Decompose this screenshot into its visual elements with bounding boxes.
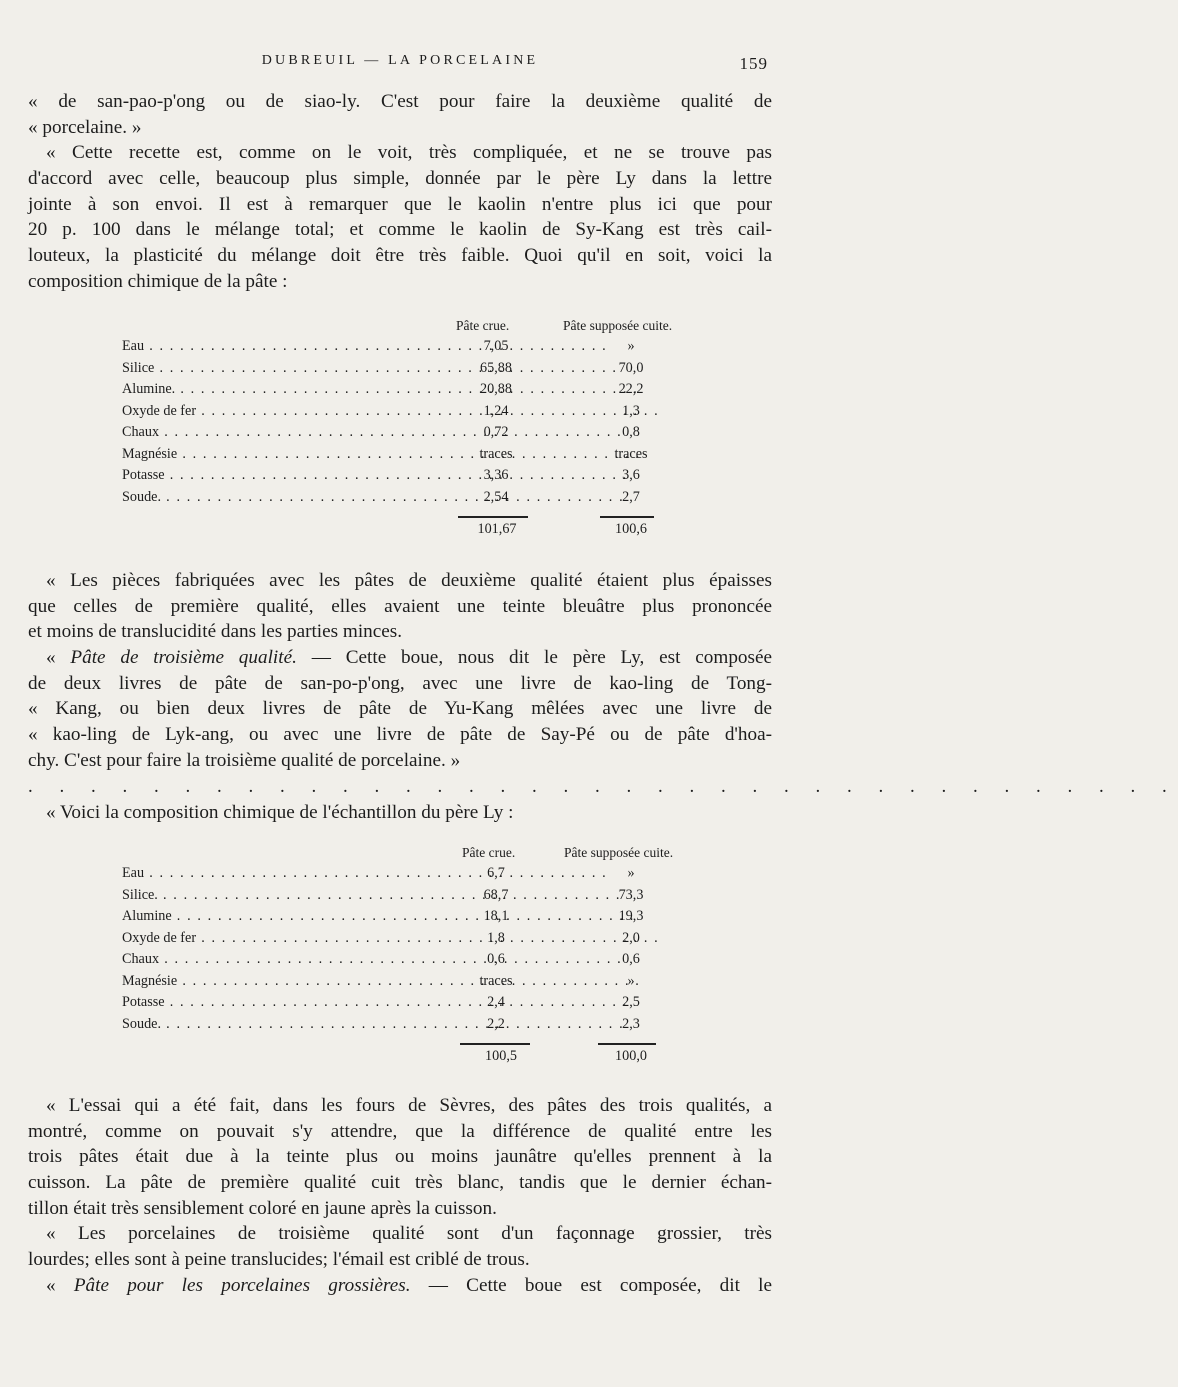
raw-value: 1,24 — [483, 402, 509, 419]
component-name: Magnésie . . . — [122, 446, 444, 463]
raw-value: 68,7 — [483, 886, 509, 903]
component-name: Eau . . . — [122, 338, 444, 355]
component-name: Chaux . . . — [122, 424, 444, 441]
raw-value: 3,36 — [483, 467, 509, 483]
fired-value: 22,2 — [618, 381, 644, 397]
composition-table-2 — [122, 845, 712, 1068]
raw-value: traces — [479, 972, 513, 989]
raw-value: 2,2 — [487, 1015, 505, 1032]
table-row — [122, 930, 712, 952]
quote-mark: « — [46, 1274, 74, 1296]
table-row — [122, 338, 712, 360]
text-line: « L'essai qui a été fait, dans les fours de Sèvres, des pâtes des trois qualités, a — [46, 1095, 772, 1116]
raw-value: 7,05 — [483, 338, 509, 354]
ellipsis-separator: . . . . . . . . . . . . . . . . . . . . . . . . . . . . . . . . . . . . . — [28, 775, 1178, 797]
page-number: 159 — [739, 54, 768, 73]
text-fragment: — Cette boue, nous dit le père Ly, est composée — [296, 647, 773, 669]
fired-value: 0,8 — [622, 424, 640, 440]
component-name: Magnésie . . . — [122, 973, 444, 990]
text-line: « de san-pao-p'ong ou de siao-ly. C'est pour faire la deuxième qualité de — [28, 91, 772, 112]
table-header — [122, 318, 712, 338]
column-header-fired: Pâte supposée cuite. — [564, 845, 674, 860]
fired-value: » — [627, 865, 635, 881]
sum-rule — [600, 516, 654, 518]
raw-value: 0,6 — [487, 951, 505, 967]
component-name: Silice . . . — [122, 360, 444, 377]
quote-mark: « — [46, 647, 71, 669]
fired-value: traces — [614, 445, 648, 462]
fired-value: 0,6 — [622, 951, 640, 967]
text-line: « Voici la composition chimique de l'échantillon du père Ly : — [46, 801, 514, 823]
table-row — [122, 446, 712, 468]
table-row — [122, 887, 712, 909]
table-row — [122, 381, 712, 403]
column-header-raw: Pâte crue. — [456, 318, 510, 333]
raw-value: 0,72 — [483, 424, 509, 440]
component-name: Oxyde de fer . . . — [122, 403, 444, 420]
text-line — [28, 1273, 772, 1299]
fired-value: 73,3 — [618, 886, 644, 903]
fired-value: 2,7 — [622, 488, 640, 505]
text-line: tillon était très sensiblement coloré en jaune après la cuisson. — [28, 1197, 497, 1219]
text-line: jointe à son envoi. Il est à remarquer que le kaolin n'entre plus ici que pour — [28, 193, 772, 215]
table-row — [122, 865, 712, 887]
table-row — [122, 489, 712, 511]
table-rows — [122, 338, 712, 510]
fired-value: 3,6 — [622, 467, 640, 483]
table-row — [122, 908, 712, 930]
sum-rule — [460, 1043, 530, 1045]
paragraph-block-2 — [28, 568, 1178, 825]
text-fragment: — Cette boue est composée, dit le — [410, 1274, 772, 1296]
composition-table-1 — [122, 318, 712, 541]
component-name: Eau . . . — [122, 865, 444, 882]
component-name: Soude. . . . — [122, 1016, 444, 1033]
raw-value: traces — [479, 445, 513, 462]
text-line: « Les pièces fabriquées avec les pâtes de deuxième qualité étaient plus épaisses — [46, 570, 772, 591]
text-line: chy. C'est pour faire la troisième qualité de porcelaine. » — [28, 749, 461, 771]
component-name: Potasse . . . — [122, 994, 444, 1011]
text-line: trois pâtes était due à la teinte plus ou moins jaunâtre qu'elles prennent à la — [28, 1146, 772, 1168]
text-line: composition chimique de la pâte : — [28, 270, 288, 292]
fired-value: 70,0 — [618, 359, 644, 376]
table-row — [122, 360, 712, 382]
table-rows — [122, 865, 712, 1037]
text-line: de deux livres de pâte de san-po-p'ong, avec une livre de kao-ling de Tong- — [28, 672, 772, 694]
total-fired: 100,6 — [615, 521, 647, 537]
component-name: Silice. . . . — [122, 887, 444, 904]
raw-value: 20,88 — [480, 381, 512, 397]
section-title: Pâte pour les porcelaines grossières. — [73, 1274, 411, 1296]
table-header — [122, 845, 712, 865]
text-line: et moins de translucidité dans les parties minces. — [28, 621, 403, 643]
component-name: Soude. . . . — [122, 489, 444, 506]
totals-row — [122, 1046, 712, 1068]
component-name: Alumine . . . — [122, 908, 444, 925]
raw-value: 2,54 — [483, 488, 509, 505]
raw-value: 18,1 — [483, 908, 509, 924]
component-name: Alumine. . . . — [122, 381, 444, 398]
fired-value: 19,3 — [618, 908, 644, 924]
text-line: louteux, la plasticité du mélange doit être très faible. Quoi qu'il en soit, voici la — [28, 245, 772, 267]
column-header-fired: Pâte supposée cuite. — [563, 318, 673, 333]
fired-value: 1,3 — [622, 402, 640, 419]
table-row — [122, 994, 712, 1016]
fired-value: » — [627, 338, 635, 354]
text-line — [28, 645, 772, 671]
component-name: Potasse . . . — [122, 467, 444, 484]
component-name: Oxyde de fer . . . — [122, 930, 444, 947]
fired-value: 2,0 — [622, 929, 640, 946]
paragraph-block-4 — [28, 1093, 772, 1299]
table-row — [122, 424, 712, 446]
raw-value: 2,4 — [487, 994, 505, 1010]
text-line: « kao-ling de Lyk-ang, ou avec une livre de pâte de Say-Pé ou de pâte d'hoa- — [28, 724, 772, 746]
text-line: « porcelaine. » — [28, 116, 142, 138]
table-row — [122, 1016, 712, 1038]
running-head: DUBREUIL — LA PORCELAINE — [261, 53, 539, 68]
raw-value: 1,8 — [487, 929, 505, 946]
text-line: montré, comme on pouvait s'y attendre, que la différence de qualité entre les — [28, 1120, 772, 1142]
text-line: lourdes; elles sont à peine translucides; l'émail est criblé de trous. — [28, 1249, 530, 1271]
paragraph-block-1 — [28, 89, 772, 295]
section-title: Pâte de troisième qualité. — [70, 647, 297, 669]
fired-value: 2,5 — [622, 994, 640, 1010]
text-line: « Cette recette est, comme on le voit, très compliquée, et ne se trouve pas — [46, 142, 772, 164]
text-line: « Kang, ou bien deux livres de pâte de Yu-Kang mêlées avec une livre de — [28, 698, 772, 720]
totals-row — [122, 519, 712, 541]
table-row — [122, 403, 712, 425]
text-line: « Les porcelaines de troisième qualité sont d'un façonnage grossier, très — [46, 1223, 772, 1245]
sum-rule — [458, 516, 528, 518]
sum-rule — [598, 1043, 656, 1045]
component-name: Chaux . . . — [122, 951, 444, 968]
total-fired: 100,0 — [615, 1048, 647, 1064]
text-line: 20 p. 100 dans le mélange total; et comme le kaolin de Sy-Kang est très cail- — [28, 219, 772, 241]
text-line: cuisson. La pâte de première qualité cuit très blanc, tandis que le dernier échan- — [28, 1172, 772, 1194]
table-row — [122, 467, 712, 489]
table-row — [122, 973, 712, 995]
column-header-raw: Pâte crue. — [462, 845, 516, 860]
total-raw: 100,5 — [485, 1048, 517, 1064]
page-header — [28, 50, 772, 74]
raw-value: 65,88 — [480, 359, 512, 376]
text-line: d'accord avec celle, beaucoup plus simple, donnée par le père Ly dans la lettre — [28, 168, 772, 190]
fired-value: 2,3 — [622, 1015, 640, 1032]
raw-value: 6,7 — [487, 865, 505, 881]
text-line: que celles de première qualité, elles avaient une teinte bleuâtre plus prononcée — [28, 595, 772, 617]
total-raw: 101,67 — [477, 521, 517, 537]
fired-value: » — [627, 972, 635, 989]
table-row — [122, 951, 712, 973]
